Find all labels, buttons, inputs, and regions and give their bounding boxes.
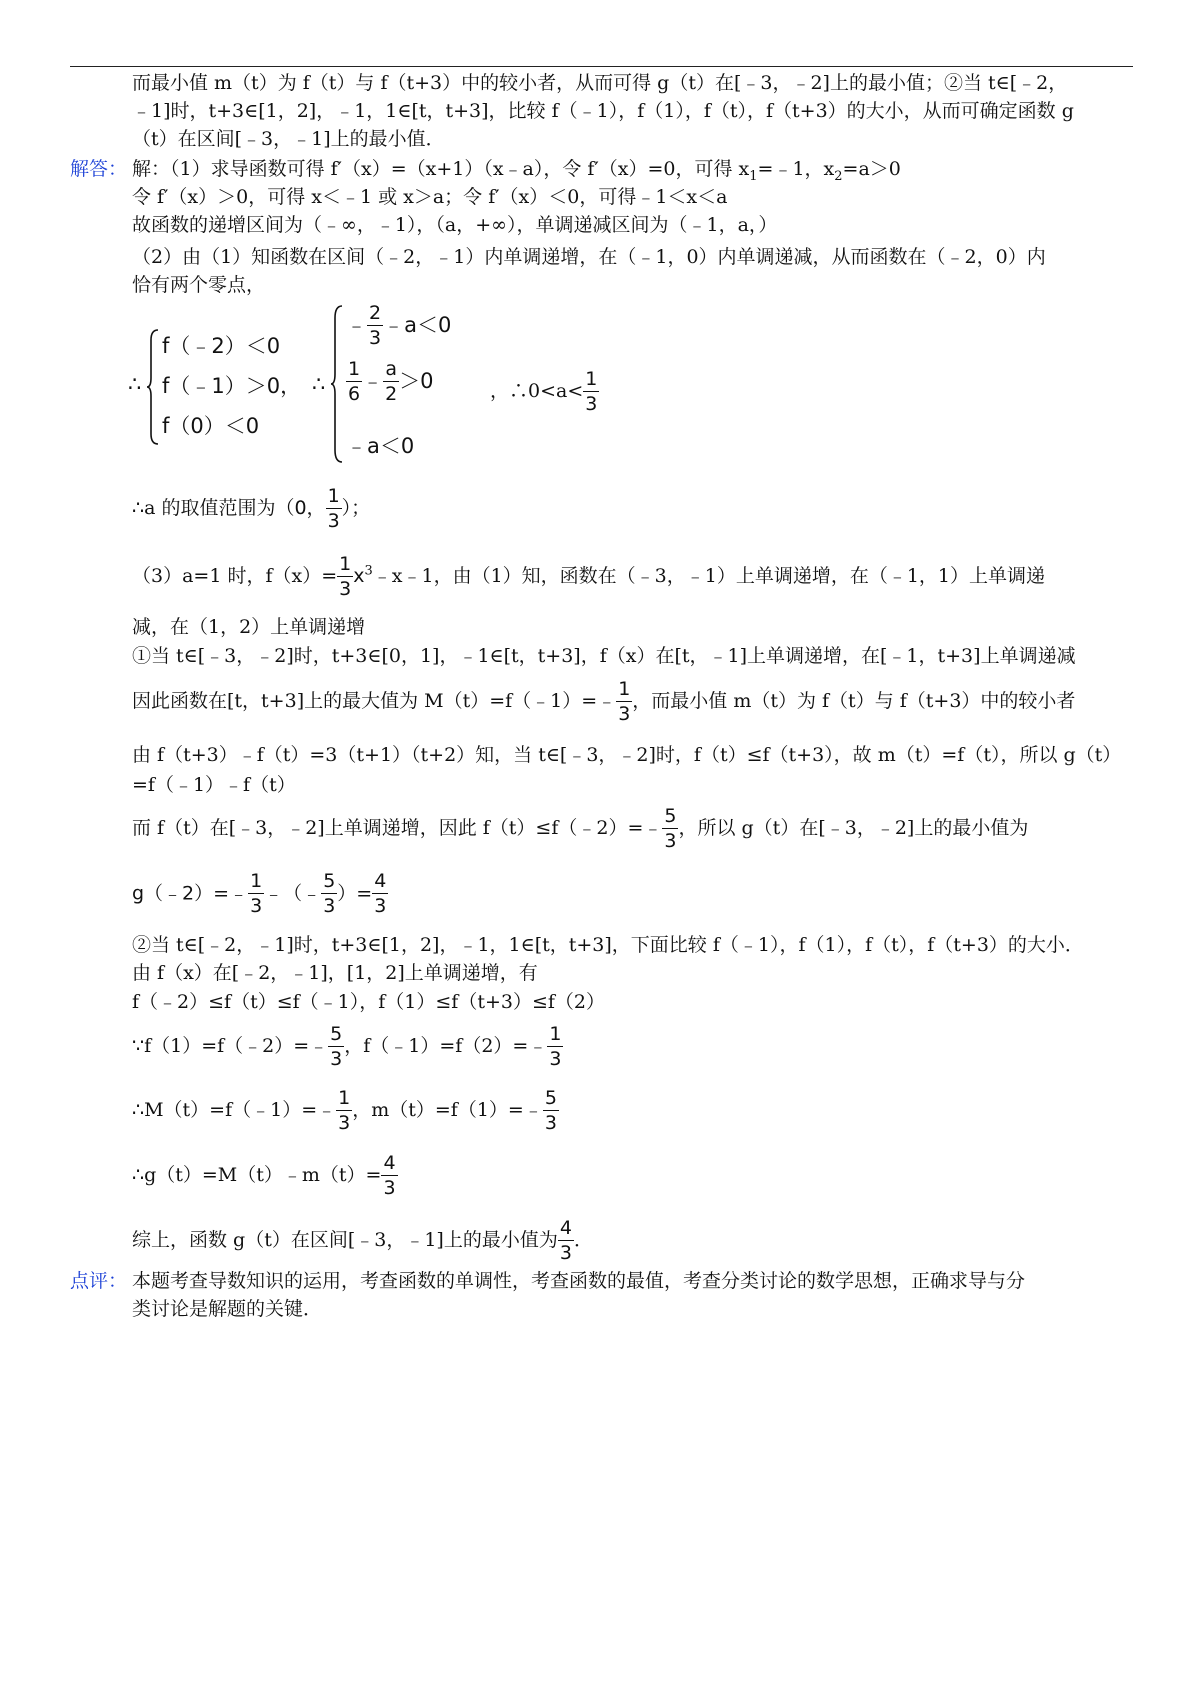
solution-line-part3 xyxy=(132,555,1045,599)
left-brace-icon xyxy=(146,328,160,446)
fraction: $\frac{1}{3}$ xyxy=(338,1087,351,1134)
comment-label: 点评： xyxy=(70,1270,128,1292)
solution-text: ，而最小值 m（t）为 f（t）与 f（t+3）中的较小者 xyxy=(632,690,1076,712)
math-text: x xyxy=(353,565,365,587)
solution-text: （3）a=1 时，f（x）= xyxy=(132,565,338,587)
math-text: ﹣ xyxy=(362,369,384,393)
solution-line-4: （2）由（1）知函数在区间（﹣2，﹣1）内单调递增，在（﹣1，0）内单调递减，从而函数在（﹣2，0）内 xyxy=(132,246,1046,268)
system-result xyxy=(490,370,599,414)
math-text: ＞0 xyxy=(399,369,434,393)
solution-text: ，f（﹣1）=f（2）=﹣ xyxy=(344,1035,548,1057)
solution-text: 因此函数在[t，t+3]上的最大值为 M（t）=f（﹣1）=﹣ xyxy=(132,690,617,712)
solution-line-5: 恰有两个零点， xyxy=(132,274,266,296)
system-row: f（﹣2）＜0 xyxy=(162,334,281,358)
fraction: $\frac{1}{3}$ xyxy=(618,678,631,725)
fraction: $\frac{1}{3}$ xyxy=(549,1023,562,1070)
solution-line-2: 令 f′（x）＞0，可得 x＜﹣1 或 x＞a；令 f′（x）＜0，可得﹣1＜x＜a xyxy=(132,186,728,208)
system-row xyxy=(346,360,434,404)
math-text: ﹣ xyxy=(346,313,367,337)
solution-line-14: 由 f（x）在[﹣2，﹣1]，[1，2]上单调递增，有 xyxy=(132,962,538,984)
fraction: $\frac{4}{3}$ xyxy=(559,1217,572,1264)
fraction: $\frac{2}{3}$ xyxy=(369,302,382,349)
solution-text: ∴g（t）=M（t）﹣m（t）= xyxy=(132,1164,382,1186)
superscript: 3 xyxy=(364,563,373,579)
solution-conclusion xyxy=(132,1219,593,1263)
comment-line-2: 类讨论是解题的关键． xyxy=(132,1298,323,1320)
solution-line-9: 由 f（t+3）﹣f（t）=3（t+1）（t+2）知，当 t∈[﹣3，﹣2]时，f（t）≤f（t+3），故 m（t）=f（t），所以 g（t） xyxy=(132,744,1122,766)
fraction: $\frac{1}{3}$ xyxy=(327,485,340,532)
solution-text: ，所以 g（t）在[﹣3，﹣2]上的最小值为 xyxy=(678,817,1029,839)
fraction: $\frac{5}{3}$ xyxy=(664,805,677,852)
fraction: $\frac{1}{6}$ xyxy=(348,358,361,405)
fraction: $\frac{4}{3}$ xyxy=(374,870,387,917)
fraction: $\frac{1}{3}$ xyxy=(339,553,352,600)
solution-text: ）； xyxy=(341,497,371,519)
solution-line-17 xyxy=(132,1089,559,1133)
therefore-symbol: ∴ xyxy=(312,372,326,396)
subscript: 1 xyxy=(749,168,758,184)
solution-text: =﹣1，x xyxy=(757,158,835,180)
system-row xyxy=(346,304,451,348)
solution-text: 解：（1）求导函数可得 f′（x）=（x+1）（x﹣a），令 f′（x）=0，可得 x xyxy=(132,158,750,180)
solution-line-6: 减，在（1，2）上单调递增 xyxy=(132,616,366,638)
solution-text: ∴M（t）=f（﹣1）=﹣ xyxy=(132,1099,337,1121)
therefore-symbol: ∴ xyxy=(128,372,142,396)
left-brace-icon xyxy=(330,304,344,464)
solution-text: =a＞0 xyxy=(842,158,901,180)
solution-line-12 xyxy=(132,872,388,916)
solution-line-18 xyxy=(132,1154,398,1198)
analysis-line-2: ﹣1]时，t+3∈[1，2]，﹣1，1∈[t，t+3]，比较 f（﹣1），f（1），f（t），f（t+3）的大小，从而可确定函数 g xyxy=(132,100,1074,122)
solution-text: ． xyxy=(573,1229,593,1251)
solution-line-10: =f（﹣1）﹣f（t） xyxy=(132,774,296,796)
solution-text: ∴a 的取值范围为 xyxy=(132,497,276,519)
math-text: ﹣a＜0 xyxy=(383,313,452,337)
fraction: $\frac{1}{3}$ xyxy=(585,368,598,415)
solution-text: ，m（t）=f（1）=﹣ xyxy=(352,1099,543,1121)
solution-text: ∵f（1）=f（﹣2）=﹣ xyxy=(132,1035,329,1057)
fraction: $\frac{5}{3}$ xyxy=(330,1023,343,1070)
subscript: 2 xyxy=(834,168,843,184)
answer-label: 解答： xyxy=(70,158,128,180)
fraction: $\frac{5}{3}$ xyxy=(323,870,336,917)
system-row: f（﹣1）＞0， xyxy=(162,374,302,398)
system-row: ﹣a＜0 xyxy=(346,434,415,458)
analysis-line-3: （t）在区间[﹣3，﹣1]上的最小值． xyxy=(132,128,445,150)
comment-line-1: 本题考查导数知识的运用，考查函数的单调性，考查函数的最值，考查分类讨论的数学思想，正确求导与分 xyxy=(132,1270,1026,1292)
solution-line-15: f（﹣2）≤f（t）≤f（﹣1），f（1）≤f（t+3）≤f（2） xyxy=(132,991,606,1013)
inequality-system-1 xyxy=(128,320,318,460)
math-text: ）= xyxy=(337,882,373,905)
fraction: $\frac{5}{3}$ xyxy=(544,1087,557,1134)
math-text: ﹣（﹣ xyxy=(264,882,322,905)
solution-line-7: ①当 t∈[﹣3，﹣2]时，t+3∈[0，1]，﹣1∈[t，t+3]，f（x）在[t，﹣1]上单调递增，在[﹣1，t+3]上单调递减 xyxy=(132,645,1076,667)
math-text: ，∴0<a< xyxy=(490,380,584,402)
header-rule xyxy=(70,66,1133,67)
solution-text: ﹣x﹣1，由（1）知，函数在（﹣3，﹣1）上单调递增，在（﹣1，1）上单调递 xyxy=(372,565,1046,587)
fraction: $\frac{1}{3}$ xyxy=(250,870,263,917)
fraction: $\frac{4}{3}$ xyxy=(383,1152,396,1199)
solution-line-16 xyxy=(132,1025,563,1069)
solution-line-8 xyxy=(132,680,1075,724)
analysis-line-1: 而最小值 m（t）为 f（t）与 f（t+3）中的较小者，从而可得 g（t）在[﹣3，﹣2]上的最小值；②当 t∈[﹣2， xyxy=(132,72,1068,94)
solution-line-3: 故函数的递增区间为（﹣∞，﹣1），（a，+∞），单调递减区间为（﹣1，a，） xyxy=(132,214,778,236)
solution-line-11 xyxy=(132,807,1028,851)
solution-text: 而 f（t）在[﹣3，﹣2]上单调递增，因此 f（t）≤f（﹣2）=﹣ xyxy=(132,817,663,839)
fraction: $\frac{a}{2}$ xyxy=(385,358,398,405)
solution-line-13: ②当 t∈[﹣2，﹣1]时，t+3∈[1，2]，﹣1，1∈[t，t+3]，下面比较 f（﹣1），f（1），f（t），f（t+3）的大小． xyxy=(132,934,1084,956)
math-text: g（﹣2）=﹣ xyxy=(132,882,249,905)
math-text: （0， xyxy=(275,497,326,519)
range-line xyxy=(132,487,370,531)
solution-text: 综上，函数 g（t）在区间[﹣3，﹣1]上的最小值为 xyxy=(132,1229,558,1251)
system-row: f（0）＜0 xyxy=(162,414,260,438)
